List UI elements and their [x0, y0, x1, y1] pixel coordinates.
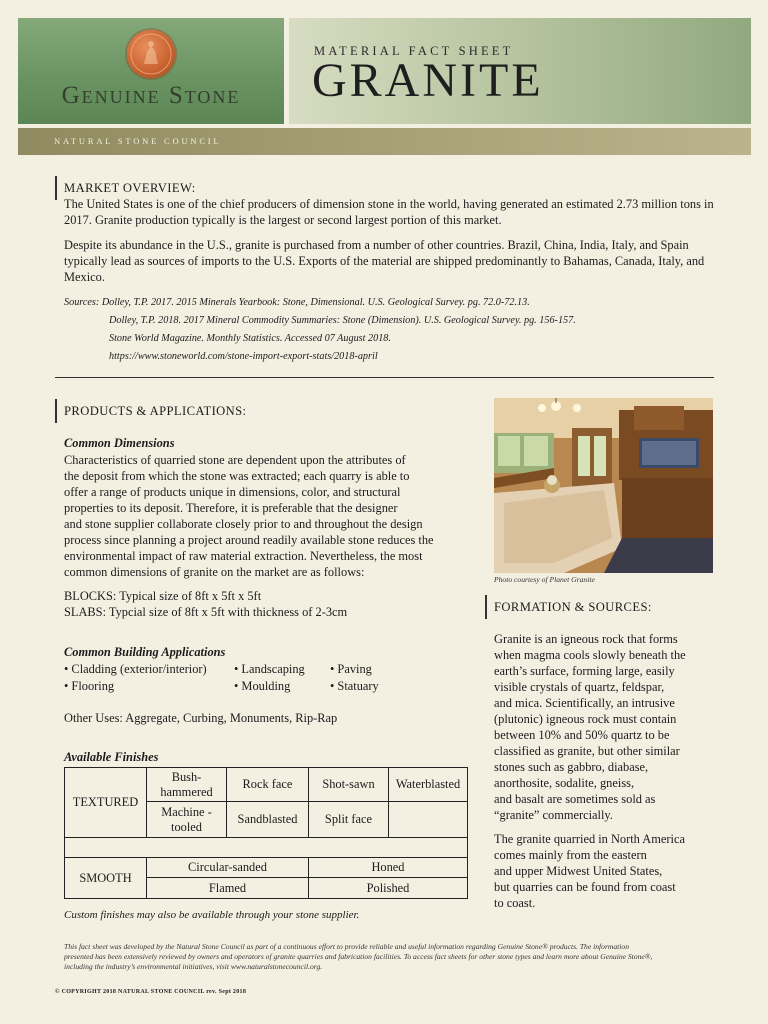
text-line: The granite quarried in North America: [494, 832, 685, 846]
text-line: and stone supplier collaborate closely prior to and throughout the design: [64, 517, 423, 531]
formation-paragraph-2: [494, 831, 685, 911]
formation-paragraph-1: [494, 631, 686, 823]
source-citation: Dolley, T.P. 2018. 2017 Mineral Commodity Summaries: Stone (Dimension). U.S. Geological Survey. pg. 156-157.: [109, 315, 576, 326]
market-overview-paragraph-2: Despite its abundance in the U.S., granite is purchased from a number of other countries. Brazil, China, India, Italy, and Spain typically lead as sources of imports to the U.S. Exports of the material are shipped predominantly to Bahamas, Canada, Italy, and Mexico.: [64, 238, 705, 284]
footer-disclaimer: [64, 942, 652, 972]
text-line: the deposit from which the stone was extracted; each quarry is able to: [64, 469, 410, 483]
page-title: GRANITE: [312, 54, 544, 107]
finish-cell: Waterblasted: [389, 768, 468, 802]
text-line: including the industry’s environmental initiatives, visit www.naturalstonecouncil.org.: [64, 962, 323, 971]
application-item: • Flooring: [64, 679, 115, 693]
text-line: classified as granite, but other similar: [494, 744, 680, 758]
finish-cell: Shot-sawn: [309, 768, 389, 802]
finish-label: Bush-hammered: [160, 769, 213, 799]
text-line: and upper Midwest United States,: [494, 864, 663, 878]
products-applications-heading: PRODUCTS & APPLICATIONS:: [64, 404, 247, 418]
finish-category-smooth: SMOOTH: [65, 858, 147, 899]
finishes-table: [64, 767, 468, 899]
finish-category-textured: TEXTURED: [65, 768, 147, 838]
common-dimensions-text: [64, 452, 434, 580]
kitchen-photo: [494, 398, 713, 573]
slabs-size: SLABS: Typcial size of 8ft x 5ft with thickness of 2-3cm: [64, 605, 348, 619]
text-line: environmental impact of raw material extraction. Nevertheless, the most: [64, 549, 423, 563]
photo-credit: Photo courtesy of Planet Granite: [494, 575, 595, 584]
source-url-link[interactable]: https://www.stoneworld.com/stone-import-export-stats/2018-april: [109, 351, 378, 362]
finish-cell: Polished: [309, 878, 468, 899]
formation-sources-heading: FORMATION & SOURCES:: [494, 600, 652, 614]
finish-cell: [147, 802, 227, 838]
text-line: “granite” commercially.: [494, 808, 613, 822]
application-item: • Landscaping: [234, 662, 305, 676]
text-line: between 10% and 50% quartz to be: [494, 728, 670, 742]
application-item: • Cladding (exterior/interior): [64, 662, 207, 676]
source-citation: Stone World Magazine. Monthly Statistics. Accessed 07 August 2018.: [109, 333, 391, 344]
section-divider: [55, 377, 714, 378]
finish-cell: [147, 768, 227, 802]
text-line: but quarries can be found from coast: [494, 880, 676, 894]
text-line: and mica. Scientifically, an intrusive: [494, 696, 675, 710]
text-line: Granite is an igneous rock that forms: [494, 632, 678, 646]
text-line: stones such as gabbro, diabase,: [494, 760, 649, 774]
finish-cell: Honed: [309, 858, 468, 878]
text-line: when magma cools slowly beneath the: [494, 648, 686, 662]
section-marker: [485, 595, 487, 619]
finish-cell: Split face: [309, 802, 389, 838]
text-line: properties to its deposit. Therefore, it is preferable that the designer: [64, 501, 398, 515]
application-item: • Moulding: [234, 679, 291, 693]
section-marker: [55, 399, 57, 423]
available-finishes-heading: Available Finishes: [64, 750, 159, 764]
fact-sheet-label: MATERIAL FACT SHEET: [314, 44, 514, 58]
application-item: • Statuary: [330, 679, 379, 693]
finish-cell: Flamed: [147, 878, 309, 899]
market-overview-paragraph-1: The United States is one of the chief producers of dimension stone in the world, having generated an estimated 2.73 million tons in 2017. Granite production typically is the largest or second largest portion of this market.: [64, 197, 714, 227]
other-uses: Other Uses: Aggregate, Curbing, Monuments, Rip-Rap: [64, 711, 338, 725]
section-marker: [55, 176, 57, 200]
text-line: common dimensions of granite on the market are as follows:: [64, 565, 365, 579]
text-line: to coast.: [494, 896, 536, 910]
brand-name: Genuine Stone: [61, 82, 241, 109]
text-line: presented has been extensively reviewed by owners and operators of granite quarries and fabrication facilities. To access fact sheets for other stone types and learn more about Genuine Stone®,: [64, 952, 653, 961]
custom-finishes-note: Custom finishes may also be available through your stone supplier.: [64, 909, 360, 921]
finish-cell: Circular-sanded: [147, 858, 309, 878]
text-line: comes mainly from the eastern: [494, 848, 647, 862]
market-overview-heading: MARKET OVERVIEW:: [64, 181, 196, 195]
text-line: visible crystals of quartz, feldspar,: [494, 680, 665, 694]
text-line: offer a range of products unique in dimensions, color, and structural: [64, 485, 401, 499]
text-line: Characteristics of quarried stone are dependent upon the attributes of: [64, 453, 406, 467]
council-name: NATURAL STONE COUNCIL: [54, 136, 222, 146]
finish-label: Machine -tooled: [161, 804, 212, 834]
application-item: • Paving: [330, 662, 372, 676]
source-citation: Sources: Dolley, T.P. 2017. 2015 Minerals Yearbook: Stone, Dimensional. U.S. Geological Survey. pg. 72.0-72.13.: [64, 297, 530, 308]
blocks-size: BLOCKS: Typical size of 8ft x 5ft x 5ft: [64, 589, 262, 603]
finish-cell-empty: [389, 802, 468, 838]
text-line: and basalt are sometimes sold as: [494, 792, 656, 806]
finish-spacer-row: [65, 838, 468, 858]
finish-cell: Sandblasted: [227, 802, 309, 838]
copyright-notice: © COPYRIGHT 2018 NATURAL STONE COUNCIL rev. Sept 2018: [55, 989, 247, 995]
text-line: earth’s surface, forming large, easily: [494, 664, 675, 678]
text-line: process since planning a project around readily available stone reduces the: [64, 533, 434, 547]
text-line: (plutonic) igneous rock must contain: [494, 712, 677, 726]
text-line: This fact sheet was developed by the Natural Stone Council as part of a continuous effort to provide reliable and useful information regarding Genuine Stone® products. The information: [64, 942, 629, 951]
finish-cell: Rock face: [227, 768, 309, 802]
building-applications-heading: Common Building Applications: [64, 645, 226, 659]
common-dimensions-heading: Common Dimensions: [64, 436, 175, 450]
genuine-stone-seal-logo: [127, 30, 175, 78]
text-line: anorthosite, sodalite, gneiss,: [494, 776, 635, 790]
